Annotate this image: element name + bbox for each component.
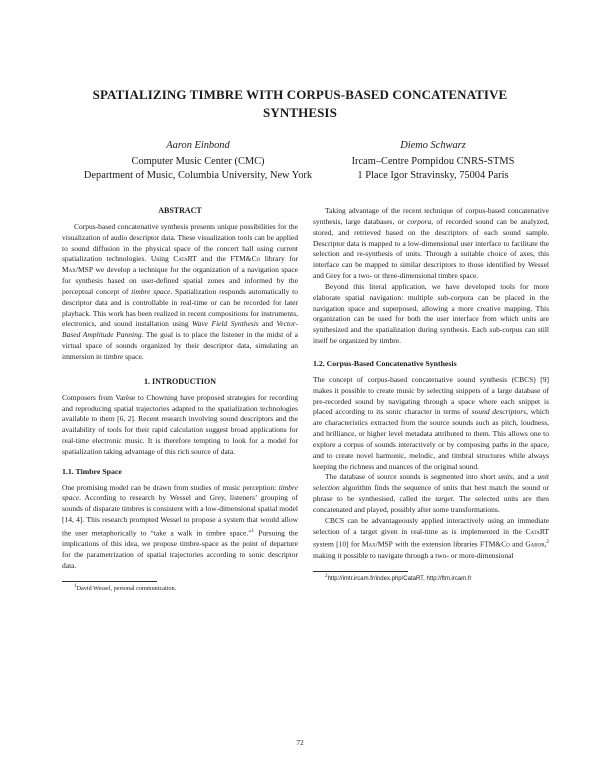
body-paragraph: Beyond this literal application, we have developed tools for more elaborate spatial navigation: multiple sub-corpora can be placed in the navigation space and superposed, allowing a more creative mapping. This organization can be used for both the user interface from which units are synthesized and the spatialization during synthesis. Each sub-corpus can still itself be organized by timbre. [313,281,549,346]
timbre-space-paragraph: One promising model can be drawn from studies of music perception: timbre space. According to research by Wessel and Grey, listeners’ grouping of sounds of disparate timbres is consistent with a low-dimensional spatial model [14, 4]. This research prompted Wessel to propose a system that would allow the user metaphorically to “take a walk in timbre space.”$^1$ Pursuing the implications of this idea, we propose timbre-space as the point of departure for the parametrization of spatial trajectories according to sonic descriptor data. [62,482,298,570]
timbre-space-heading: 1.1. Timbre Space [62,466,122,476]
introduction-heading: 1. INTRODUCTION [143,376,216,386]
cbcs-paragraph: The concept of corpus-based concatenative sound synthesis (CBCS) [9] makes it possible to create music by selecting snippets of a large database of pre-recorded sound by navigating through a space where each snippet is placed according to its sonic character in terms of sound descriptors, which are characteristics extracted from the source sounds such as pitch, loudness, and brilliance, or higher level metadata attributed to them. This allows one to explore a corpus of sounds interactively or by composing paths in the space, and to create novel harmonic, melodic, and timbral structures while always keeping the richness and nuances of the original sound. [313,374,549,471]
cbcs-heading: 1.2. Corpus-Based Concatenative Synthesis [313,358,457,368]
author-name: Diemo Schwarz [400,140,466,151]
abstract-paragraph: Corpus-based concatenative synthesis presents unique possibilities for the visualization of audio descriptor data. These visualization tools can be applied to sound diffusion in the physical space of the concert hall using current spatialization technologies. Using CataRT and the FTM&Co library for Max/MSP we develop a technique for the organization of a navigation space for synthesis based on user-defined spatial zones and informed by the perceptual concept of timbre space. Spatialization responds automatically to descriptor data and is controllable in real-time or can be recorded for later playback. This work has been realized in recent compositions for instruments, electronics, and sound installation using Wave Field Synthesis and Vector-Based Amplitude Panning. The goal is to place the listener in the midst of a virtual space of sounds organized by their descriptor data, simulating an immersion in timbre space. [62,221,299,361]
author-affiliation: Department of Music, Columbia University, New York [83,170,313,181]
page-number: 72 [296,738,304,747]
introduction-paragraph: Composers from Varèse to Chowning have proposed strategies for recording and reproducing spatial trajectories adapted to the spatialization technologies available to them [6, 2]. Recent research involving sound descriptors and the availability of tools for their rapid calculation suggest broad applications for real-time electronic music. It is therefore tempting to look for a model for spatialization taking advantage of this rich source of data. [62,392,298,456]
title-line-1: SPATIALIZING TIMBRE WITH CORPUS-BASED CONCATENATIVE [92,87,508,102]
footnote-1: $^1$David Wessel, personal communication. [74,582,177,592]
author-name: Aaron Einbond [166,140,230,151]
right-column [313,206,549,583]
author-block-schwarz [312,139,554,183]
paper-title [70,86,530,122]
body-paragraph: Taking advantage of the recent technique of corpus-based concatenative synthesis, large databases, or corpora, of recorded sound can be analyzed, stored, and retrieved based on the descriptors of each sound sample. Descriptor data is mapped to a low-dimensional user interface to facilitate the selection and re-synthesis of units. Through a suitable choice of axes, this interface can be mapped to similar descriptors to those identified by Wessel and Grey for a two- or three-dimensional timbre space. [313,206,549,281]
title-line-2: SYNTHESIS [263,105,337,120]
author-block-einbond [62,139,334,183]
footnote-2: $^2$http://imtr.ircam.fr/index.php/CataRT, http://ftm.ircam.fr [325,572,472,582]
abstract-heading: ABSTRACT [158,206,202,215]
cbcs-paragraph: The database of source sounds is segmented into short units, and a unit selection algorithm finds the sequence of units that best match the sound or phrase to be synthesised, called the target. The selected units are then concatenated and played, possibly after some transformations. [313,472,549,514]
cbcs-paragraph: CBCS can be advantageously applied interactively using an immediate selection of a target given in real-time as is implemented in the CataRT system [10] for Max/MSP with the extension libraries FTM&Co and Gabor,$^2$ making it possible to navigate through a two- or more-dimensional [313,515,549,560]
left-column [62,206,298,593]
author-affiliation: Ircam–Centre Pompidou CNRS-STMS [351,156,515,167]
author-affiliation: Computer Music Center (CMC) [131,156,265,167]
author-affiliation: 1 Place Igor Stravinsky, 75004 Paris [357,170,509,181]
